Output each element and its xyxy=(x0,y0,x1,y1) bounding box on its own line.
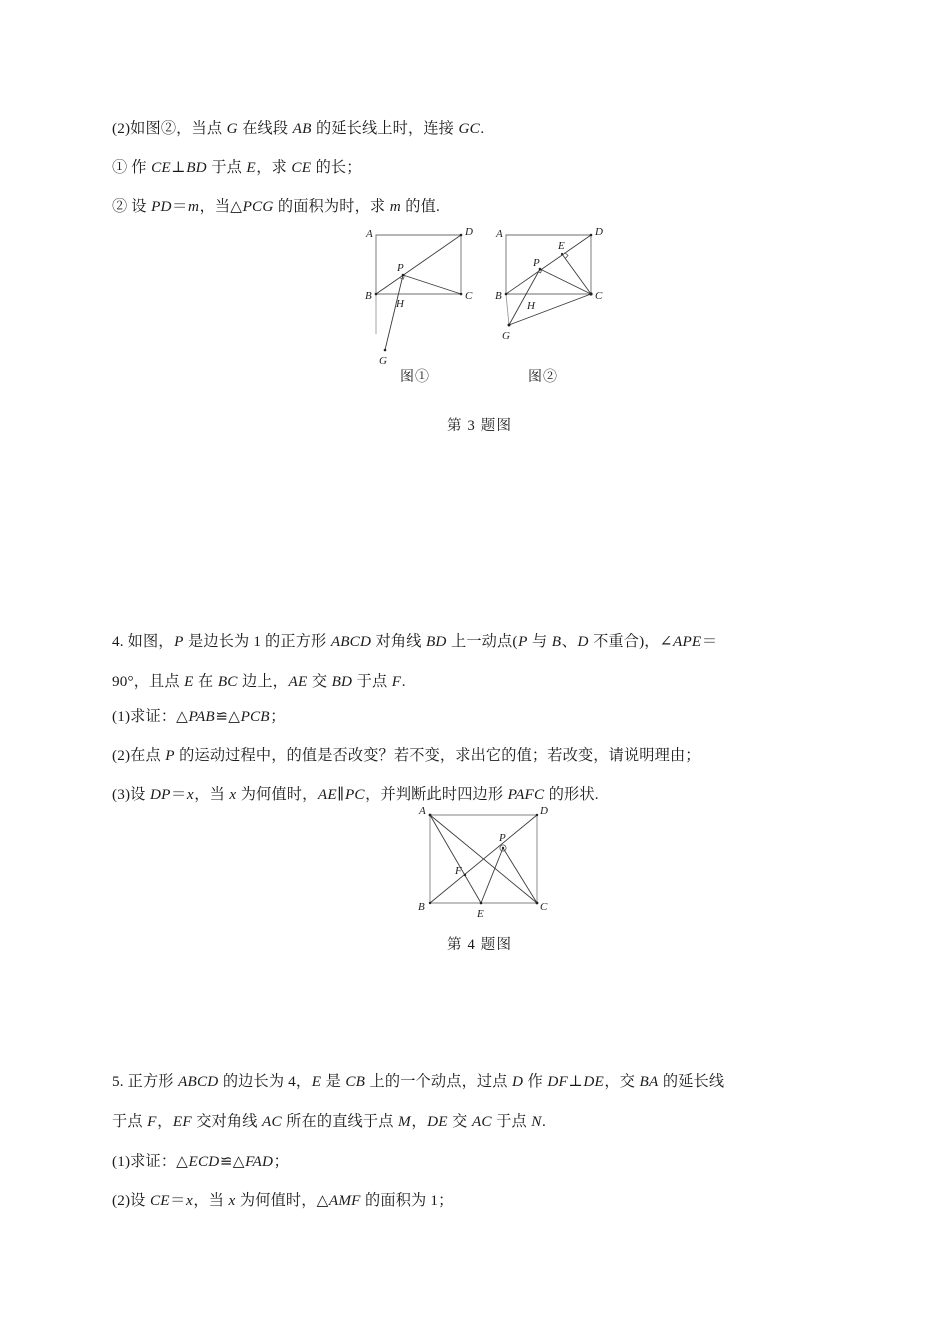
fig1-dot-C xyxy=(460,293,463,296)
fig2-dot-C xyxy=(589,292,592,295)
problem4-caption xyxy=(447,933,512,954)
problem3-figure-1 xyxy=(356,222,486,372)
fig1-vertex-label-A: A xyxy=(366,228,373,240)
problem3-line-1-text: (2)如图②，当点 G 在线段 AB 的延长线上时，连接 GC. xyxy=(112,120,485,137)
fig2-vertex-label-C: C xyxy=(595,290,603,302)
fig4-vertex-label-D: D xyxy=(540,805,548,817)
problem5-line-4 xyxy=(112,1193,453,1208)
problem5-line-1-text: 5. 正方形 ABCD 的边长为 4，E 是 CB 上的一个动点，过点 D 作 DF⊥DE，交 BA 的延长线 xyxy=(112,1073,725,1090)
fig2-vertex-label-D: D xyxy=(595,226,603,238)
problem4-line-3-text: (1)求证：△PAB≌△PCB； xyxy=(112,708,286,725)
problem3-figure-2-label-text: 图② xyxy=(528,370,558,385)
fig1-diagonal-BD xyxy=(376,235,461,294)
fig4-vertex-label-C: C xyxy=(540,901,548,913)
problem4-caption-text: 第 4 题图 xyxy=(447,937,513,953)
problem4-line-3 xyxy=(112,709,286,724)
fig4-dot-E xyxy=(480,902,483,905)
problem4-line-2 xyxy=(112,674,406,689)
fig2-dot-G xyxy=(508,324,511,327)
fig2-vertex-label-P: P xyxy=(533,257,540,269)
fig2-vertex-label-A: A xyxy=(496,228,503,240)
fig2-vertex-label-G: G xyxy=(502,330,510,342)
problem3-figure-1-label-text: 图① xyxy=(400,370,430,385)
problem3-figure-1-svg xyxy=(356,222,486,372)
problem5-line-2 xyxy=(112,1114,546,1129)
fig1-dot-P xyxy=(402,274,405,277)
problem5-line-4-text: (2)设 CE＝x，当 x 为何值时，△AMF 的面积为 1； xyxy=(112,1192,454,1209)
problem3-figure-1-label xyxy=(400,366,430,386)
problem3-figure-2-label xyxy=(528,366,558,386)
fig2-extension-AB xyxy=(506,294,509,325)
problem3-line-2-text: ① 作 CE⊥BD 于点 E，求 CE 的长； xyxy=(112,159,362,176)
problem3-line-2 xyxy=(112,160,362,175)
fig2-vertex-label-E: E xyxy=(558,240,565,252)
fig1-vertex-label-H: H xyxy=(396,298,404,310)
fig1-segment-PC xyxy=(403,275,461,294)
fig1-dot-B xyxy=(375,293,378,296)
problem4-line-4 xyxy=(112,748,701,763)
fig2-dot-E xyxy=(561,253,563,255)
fig4-dot-B xyxy=(429,902,431,904)
fig4-segment-AE xyxy=(430,815,481,903)
fig2-vertex-label-B: B xyxy=(495,290,502,302)
fig4-dot-D xyxy=(536,814,538,816)
problem4-line-1-text: 4. 如图，P 是边长为 1 的正方形 ABCD 对角线 BD 上一动点(P 与 B、D 不重合)，∠APE＝ xyxy=(112,633,718,650)
problem3-figure-2-svg xyxy=(486,222,616,372)
fig1-vertex-label-B: B xyxy=(365,290,372,302)
fig2-dot-D xyxy=(590,234,593,237)
fig2-segment-PC xyxy=(540,269,591,294)
problem4-figure-svg xyxy=(408,800,548,925)
problem3-line-3 xyxy=(112,199,440,214)
fig4-vertex-label-P: P xyxy=(499,832,506,844)
problem4-line-5-text: (3)设 DP＝x，当 x 为何值时，AE∥PC，并判断此时四边形 PAFC 的形状. xyxy=(112,786,599,803)
fig4-dot-C xyxy=(536,902,539,905)
fig1-vertex-label-G: G xyxy=(379,355,387,367)
problem5-line-1 xyxy=(112,1074,724,1089)
problem4-line-1 xyxy=(112,634,717,649)
problem3-figure-2 xyxy=(486,222,616,372)
fig2-segment-CE xyxy=(562,254,591,294)
fig2-segment-GP xyxy=(509,269,540,325)
fig1-vertex-label-P: P xyxy=(397,262,404,274)
fig1-vertex-label-D: D xyxy=(465,226,473,238)
fig4-segment-PE xyxy=(481,848,503,903)
fig2-dot-B xyxy=(505,293,508,296)
fig4-vertex-label-E: E xyxy=(477,908,484,920)
fig1-dot-G xyxy=(384,349,387,352)
fig4-dot-A xyxy=(429,814,432,817)
fig4-vertex-label-B: B xyxy=(418,901,425,913)
fig2-vertex-label-H: H xyxy=(527,300,535,312)
fig4-dot-F xyxy=(464,874,466,876)
problem3-caption-text: 第 3 题图 xyxy=(447,418,513,434)
problem5-line-2-text: 于点 F，EF 交对角线 AC 所在的直线于点 M，DE 交 AC 于点 N. xyxy=(112,1113,546,1130)
fig2-diagonal-BD xyxy=(506,235,591,294)
problem3-caption xyxy=(447,414,512,435)
fig1-vertex-label-C: C xyxy=(465,290,473,302)
fig1-dot-D xyxy=(460,234,463,237)
fig4-vertex-label-A: A xyxy=(419,805,426,817)
problem5-line-3 xyxy=(112,1154,289,1169)
problem4-figure xyxy=(408,800,548,925)
problem5-line-3-text: (1)求证：△ECD≌△FAD； xyxy=(112,1153,289,1170)
problem4-line-4-text: (2)在点 P 的运动过程中，的值是否改变？若不变，求出它的值；若改变，请说明理由； xyxy=(112,747,701,764)
fig2-segment-GC xyxy=(509,294,591,325)
problem4-line-2-text: 90°，且点 E 在 BC 边上，AE 交 BD 于点 F. xyxy=(112,673,406,690)
fig4-dot-P xyxy=(502,847,504,849)
fig4-segment-PC xyxy=(503,848,537,903)
problem3-line-1 xyxy=(112,121,484,136)
fig4-vertex-label-F: F xyxy=(455,865,462,877)
problem3-line-3-text: ② 设 PD＝m，当△PCG 的面积为时，求 m 的值. xyxy=(112,198,440,215)
